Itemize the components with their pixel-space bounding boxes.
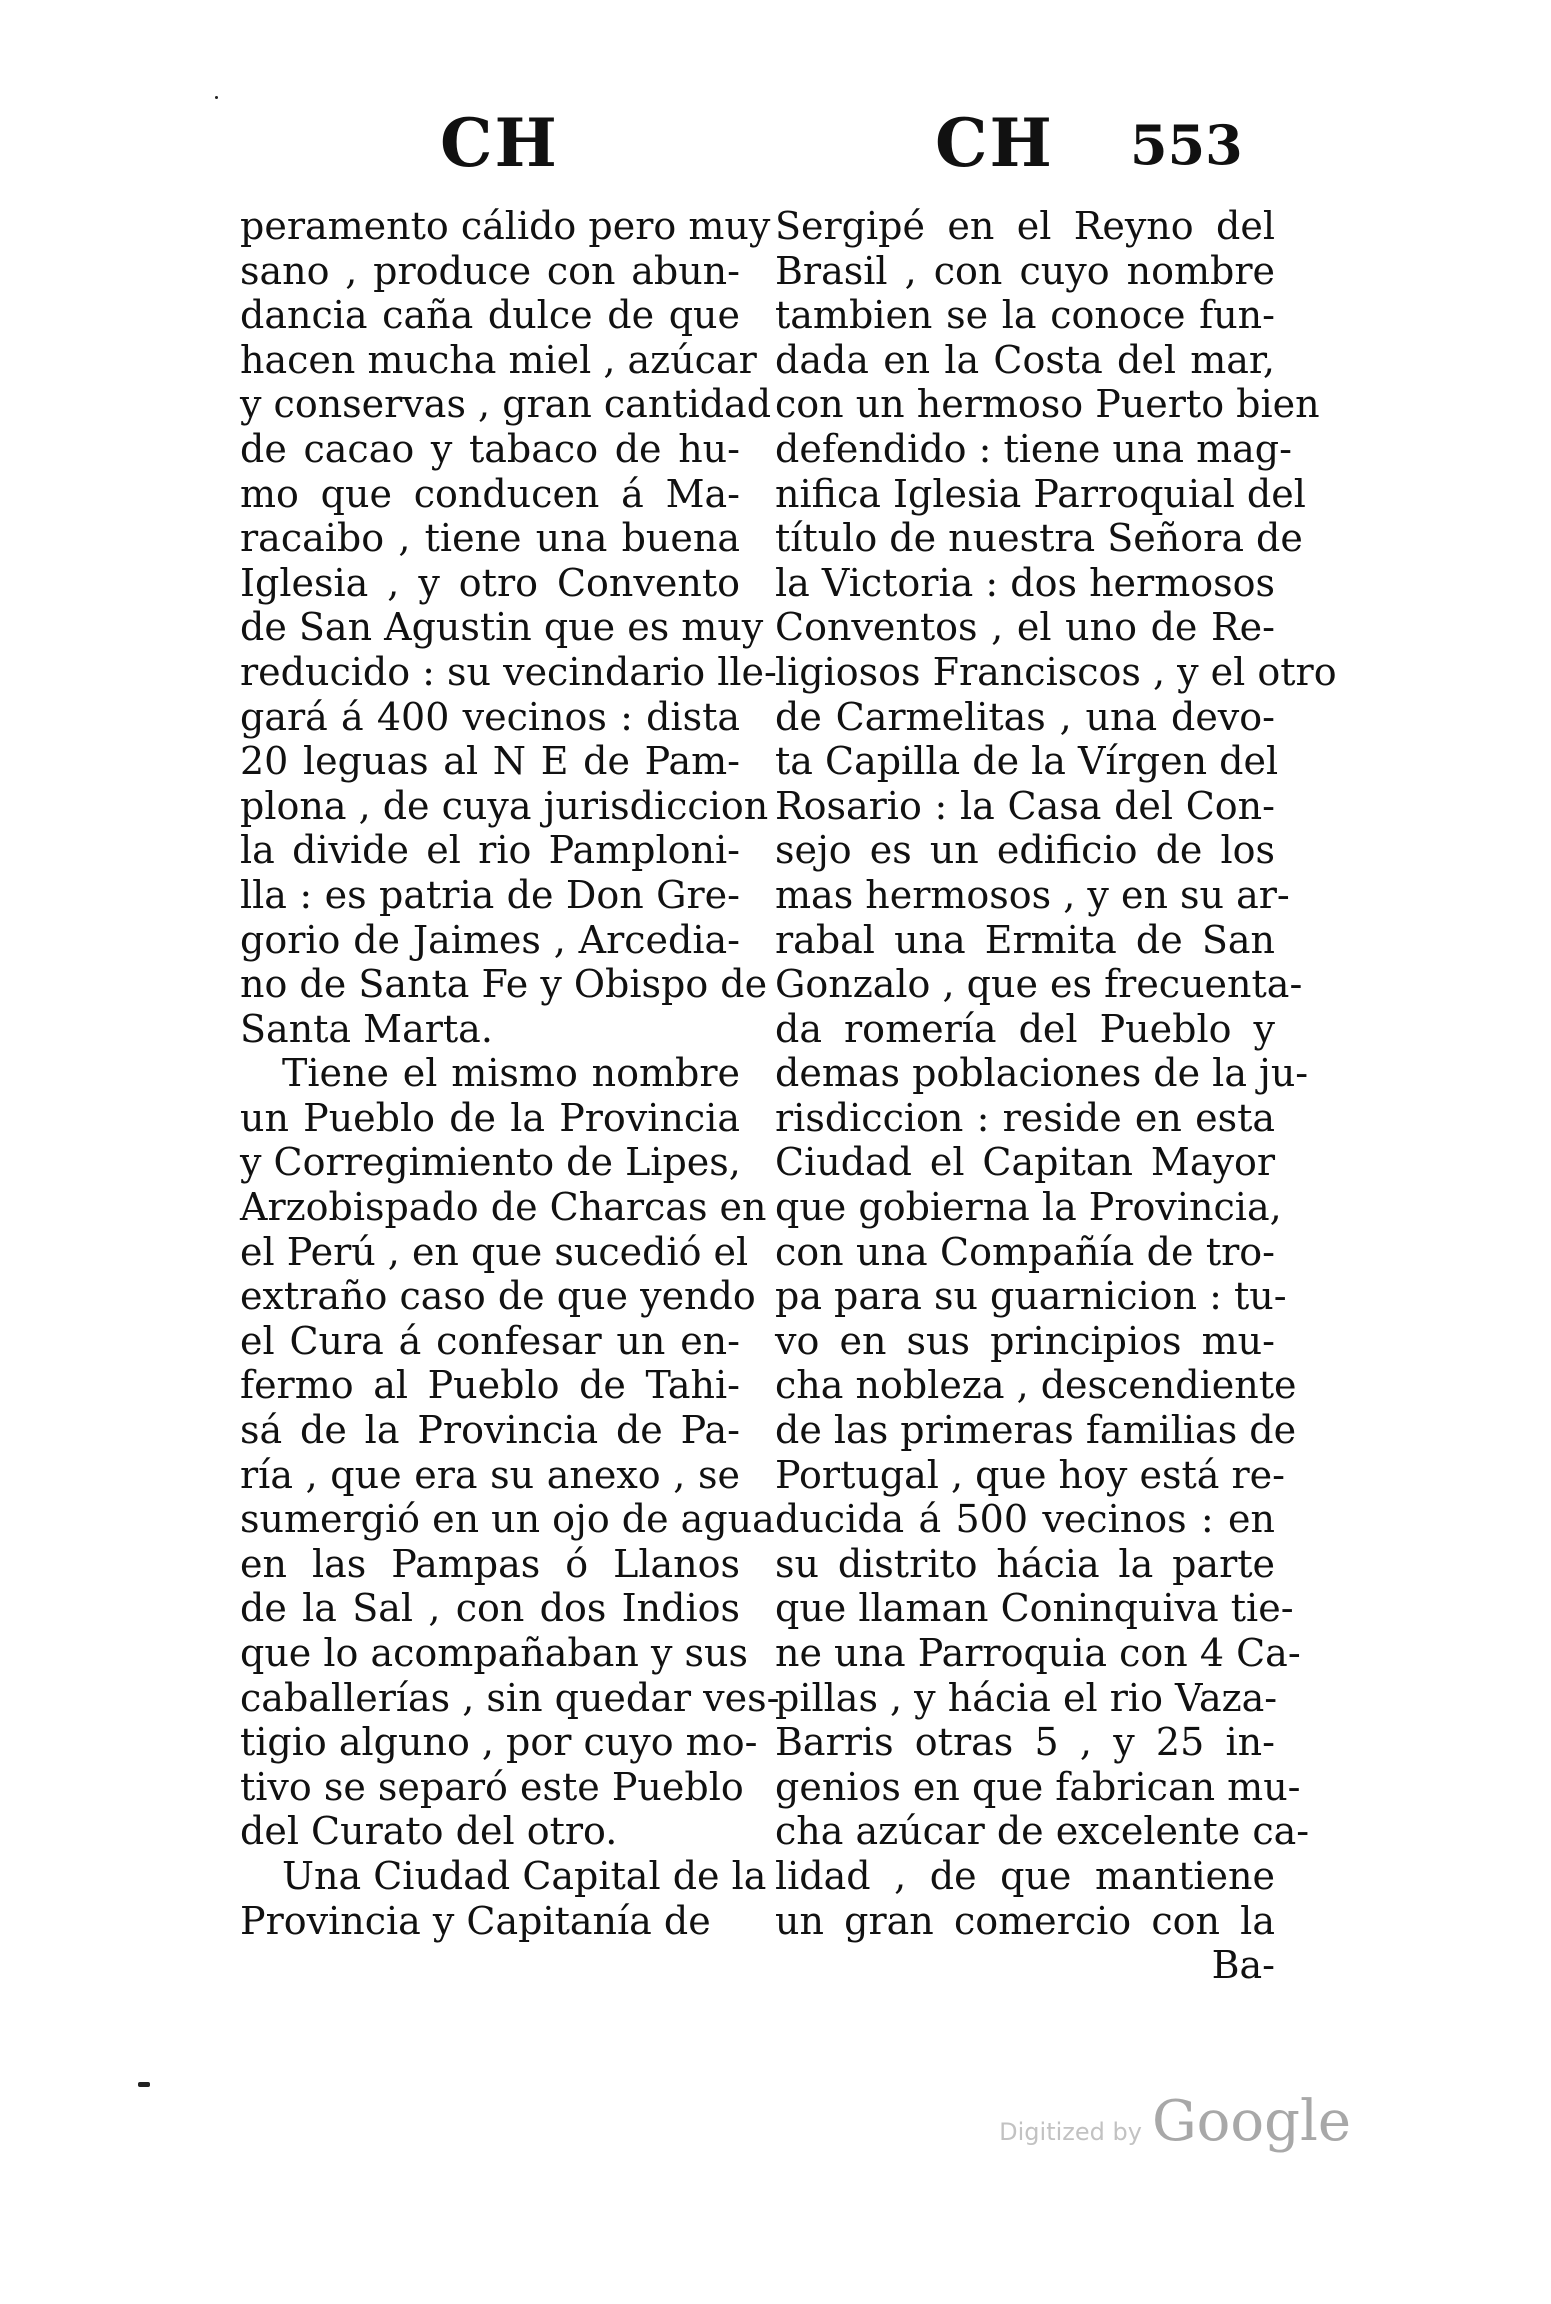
text-line: con una Compañía de tro- [775,1229,1275,1274]
text-line: la Victoria : dos hermosos [775,560,1275,605]
text-line: extraño caso de que yendo [240,1274,756,1319]
text-line: y Corregimiento de Lipes, [240,1140,741,1185]
text-line: ta Capilla de la Vírgen del [775,739,1279,784]
text-line: Ba- [1211,1943,1275,1988]
text-line: el Perú , en que sucedió el [240,1229,749,1274]
text-line: gorio de Jaimes , Arcedia- [240,917,740,962]
text-line: con un hermoso Puerto bien [775,382,1320,427]
text-line: Gonzalo , que es frecuenta- [775,962,1303,1007]
text-line: 20 leguas al N E de Pam- [240,739,740,784]
text-line: hacen mucha miel , azúcar [240,337,757,382]
text-line: mo que conducen á Ma- [240,471,740,516]
page-number: 553 [1130,113,1243,177]
text-line: de cacao y tabaco de hu- [240,426,740,471]
text-line: tambien se la conoce fun- [775,293,1275,338]
ink-speck [138,2082,150,2087]
text-line: sumergió en un ojo de agua [240,1497,775,1542]
watermark-prefix: Digitized by [999,2118,1142,2146]
text-line: Arzobispado de Charcas en [240,1185,767,1230]
text-line: sá de la Provincia de Pa- [240,1408,740,1453]
text-line: ligiosos Franciscos , y el otro [775,649,1337,694]
text-line: y conservas , gran cantidad [240,382,772,427]
watermark-logo: Google [1151,2089,1351,2154]
text-line: Rosario : la Casa del Con- [775,783,1275,828]
text-line: ne una Parroquia con 4 Ca- [775,1631,1301,1675]
text-line: Tiene el mismo nombre [282,1051,740,1096]
text-line: tivo se separó este Pueblo [240,1764,744,1809]
text-line: que llaman Coninquiva tie- [775,1586,1294,1631]
text-line: Sergipé en el Reyno del [775,204,1275,248]
running-head-right: CH [935,104,1054,182]
text-line: sano , produce con abun- [240,248,740,293]
text-line: de la Sal , con dos Indios [240,1586,740,1631]
text-line: Provincia y Capitanía de [240,1898,711,1943]
text-line: mas hermosos , y en su ar- [775,872,1290,917]
text-line: pillas , y hácia el rio Vaza- [775,1675,1278,1720]
ink-speck [215,96,218,99]
text-line: vo en sus principios mu- [775,1318,1275,1363]
text-line: título de nuestra Señora de [775,516,1303,561]
text-line: peramento cálido pero muy [240,204,771,248]
text-line: reducido : su vecindario lle- [240,649,777,694]
text-line: su distrito hácia la parte [775,1541,1275,1586]
text-line: fermo al Pueblo de Tahi- [240,1363,740,1408]
text-line: defendido : tiene una mag- [775,426,1292,471]
text-column-left [240,204,780,1943]
text-line: cha nobleza , descendiente [775,1363,1297,1408]
text-line: la divide el rio Pamploni- [240,828,740,873]
text-line: Iglesia , y otro Convento [240,560,740,605]
text-line: Una Ciudad Capital de la [282,1853,767,1898]
text-line: que lo acompañaban y sus [240,1631,748,1675]
text-line: gará á 400 vecinos : dista [240,694,740,739]
text-line: el Cura á confesar un en- [240,1318,740,1363]
text-line: plona , de cuya jurisdiccion [240,783,769,828]
text-line: Portugal , que hoy está re- [775,1452,1285,1497]
text-line: dada en la Costa del mar, [775,337,1275,382]
text-line: tigio alguno , por cuyo mo- [240,1720,758,1765]
text-line: da romería del Pueblo y [775,1006,1275,1051]
text-line: de San Agustin que es muy [240,605,764,650]
text-line: que gobierna la Provincia, [775,1185,1282,1230]
text-line: Ciudad el Capitan Mayor [775,1140,1275,1185]
text-line: racaibo , tiene una buena [240,516,740,561]
text-line: de Carmelitas , una devo- [775,694,1275,739]
text-line: risdiccion : reside en esta [775,1095,1275,1140]
text-line: sejo es un edificio de los [775,828,1275,873]
text-line: lla : es patria de Don Gre- [240,872,740,917]
text-line: no de Santa Fe y Obispo de [240,962,768,1007]
text-line: dancia caña dulce de que [240,293,740,338]
text-line: del Curato del otro. [240,1809,618,1854]
text-line: un Pueblo de la Provincia [240,1095,740,1140]
text-line: genios en que fabrican mu- [775,1764,1301,1809]
text-line: pa para su guarnicion : tu- [775,1274,1287,1319]
text-line: Barris otras 5 , y 25 in- [775,1720,1275,1765]
text-line: cha azúcar de excelente ca- [775,1809,1310,1854]
text-line: Santa Marta. [240,1006,493,1051]
running-head-left: CH [440,104,559,182]
text-line: demas poblaciones de la ju- [775,1051,1309,1096]
text-line: lidad , de que mantiene [775,1853,1275,1898]
text-column-right [775,204,1337,1988]
text-line: caballerías , sin quedar ves- [240,1675,780,1720]
text-line: un gran comercio con la [775,1898,1275,1943]
text-line: en las Pampas ó Llanos [240,1541,740,1586]
text-line: ría , que era su anexo , se [240,1452,740,1497]
text-line: ducida á 500 vecinos : en [775,1497,1275,1542]
text-line: de las primeras familias de [775,1408,1297,1453]
text-line: Conventos , el uno de Re- [775,605,1275,650]
text-line: rabal una Ermita de San [775,917,1275,962]
text-line: nifica Iglesia Parroquial del [775,471,1306,516]
text-line: Brasil , con cuyo nombre [775,248,1275,293]
digitization-watermark [999,2089,1351,2154]
